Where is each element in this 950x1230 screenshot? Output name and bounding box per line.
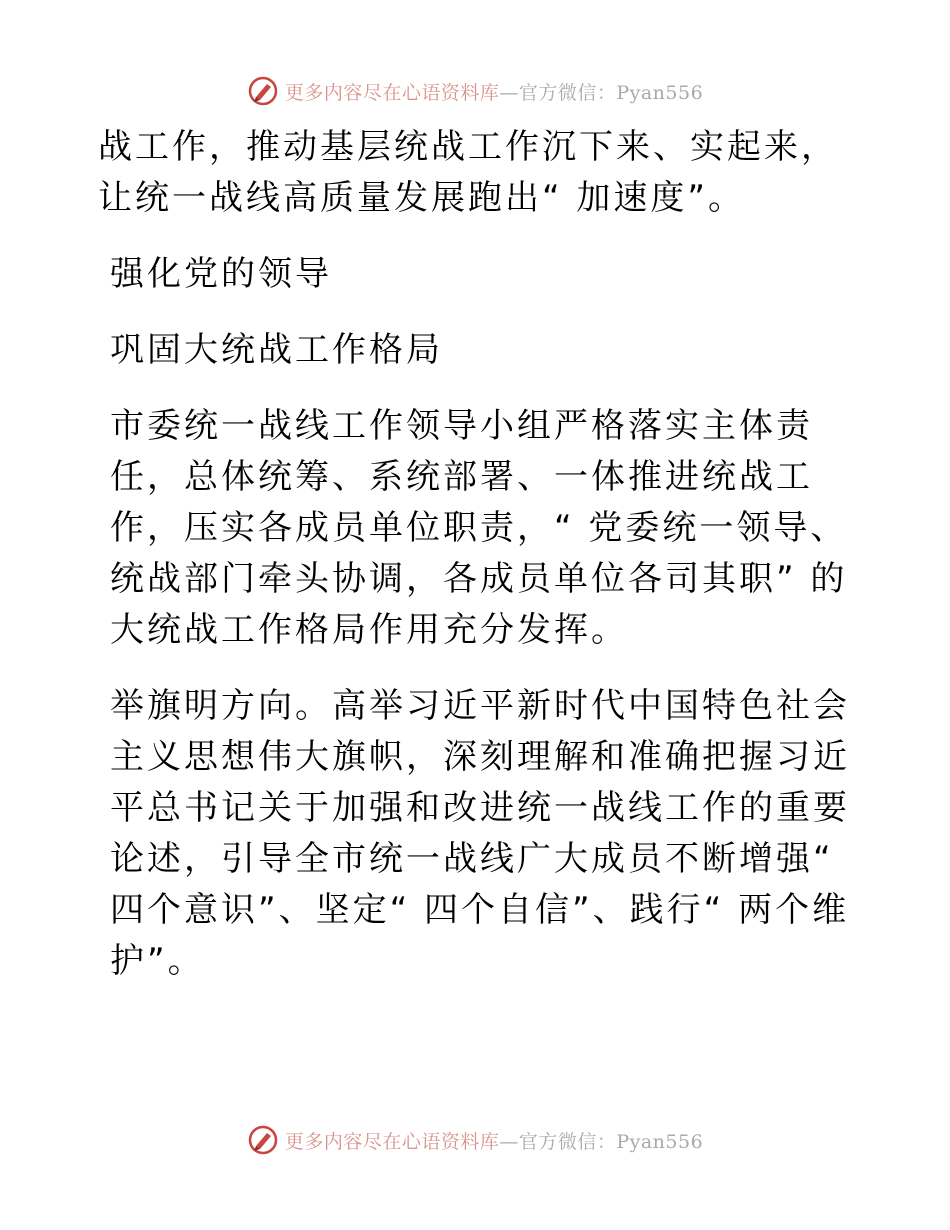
watermark-main-text: 更多内容尽在心语资料库: [284, 81, 500, 104]
header-watermark: [0, 71, 950, 111]
section-heading-2: 巩固大统战工作格局: [110, 330, 443, 370]
section-heading-1: 强化党的领导: [110, 254, 332, 294]
watermark-text: [285, 1127, 703, 1154]
pen-logo-icon: [247, 75, 279, 107]
paragraph-leadership: 市委统一战线工作领导小组严格落实主体责任，总体统筹、系统部署、一体推进统战工作，压实各成员单位职责，“ 党委统一领导、统战部门牵头协调，各成员单位各司其职” 的大统战工作格局作用充分发挥。: [110, 406, 848, 650]
watermark-tail-text: —官方微信：Pyan556: [499, 1130, 704, 1153]
footer-watermark: [0, 1120, 950, 1160]
document-body: [98, 122, 858, 1012]
pen-logo-icon: [247, 1124, 279, 1156]
paragraph-direction: 举旗明方向。高举习近平新时代中国特色社会主义思想伟大旗帜，深刻理解和准确把握习近平总书记关于加强和改进统一战线工作的重要论述，引导全市统一战线广大成员不断增强“ 四个意识”、坚定“ 四个自信”、践行“ 两个维护”。: [110, 686, 850, 981]
watermark-tail-text: —官方微信：Pyan556: [499, 81, 704, 104]
paragraph-continuation: 战工作，推动基层统战工作沉下来、实起来，让统一战线高质量发展跑出“ 加速度”。: [98, 127, 838, 218]
watermark-main-text: 更多内容尽在心语资料库: [284, 1130, 500, 1153]
watermark-text: [285, 78, 703, 105]
